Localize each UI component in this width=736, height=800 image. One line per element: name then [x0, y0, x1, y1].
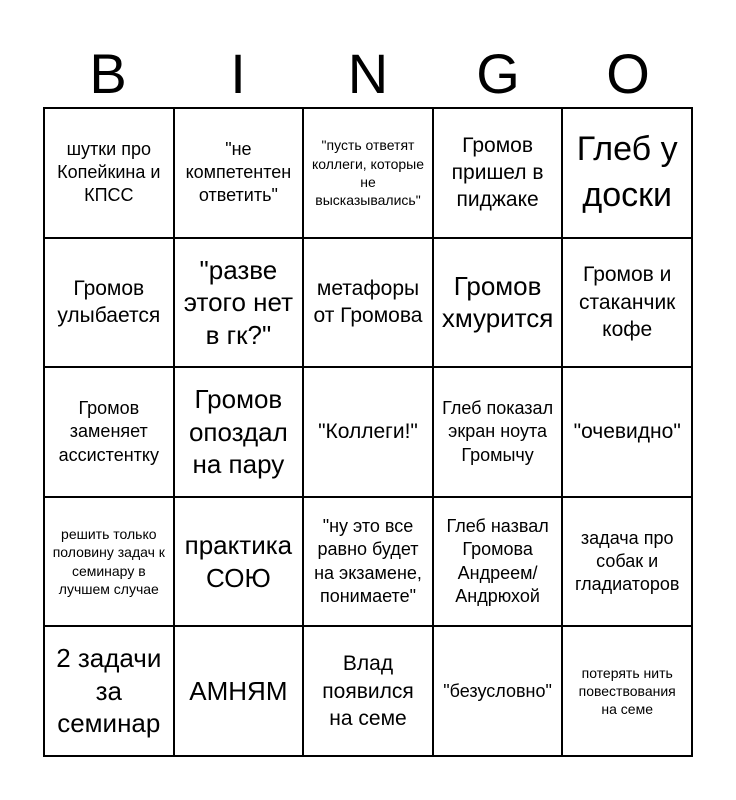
bingo-cell[interactable]: [433, 497, 563, 627]
bingo-cell[interactable]: [303, 108, 433, 238]
header-letter-n: N: [347, 42, 389, 105]
bingo-cell[interactable]: [562, 497, 692, 627]
bingo-cell[interactable]: [303, 626, 433, 756]
cell-text: метафоры от Громова: [313, 277, 423, 328]
cell-text: шутки про Копейкина и КПСС: [57, 138, 161, 206]
cell-text: Глеб у доски: [576, 129, 678, 214]
header-letter-b: B: [89, 42, 127, 105]
cell-text: 2 задачи за семинар: [56, 643, 162, 739]
cell-text: потерять нить повествования на семе: [578, 664, 676, 718]
bingo-cell[interactable]: [303, 238, 433, 368]
cell-text: "ну это все равно будет на экзамене, понимаете": [314, 515, 422, 606]
bingo-cell[interactable]: [44, 497, 174, 627]
bingo-cell[interactable]: [433, 108, 563, 238]
cell-text: "разве этого нет в гк?": [183, 254, 293, 350]
bingo-cell[interactable]: [44, 238, 174, 368]
bingo-cell[interactable]: [303, 497, 433, 627]
cell-text: Влад появился на семе: [322, 652, 414, 730]
bingo-cell[interactable]: [44, 626, 174, 756]
cell-text: Глеб назвал Громова Андреем/ Андрюхой: [446, 515, 549, 606]
header-letter-o: O: [606, 42, 650, 105]
cell-text: "Коллеги!": [318, 420, 418, 444]
cell-text: Громов заменяет ассистентку: [58, 397, 159, 465]
cell-text: Громов улыбается: [57, 277, 161, 328]
bingo-cell[interactable]: [562, 367, 692, 497]
cell-text: Громов и стаканчик кофе: [579, 263, 676, 342]
cell-text: "не компетентен ответить": [185, 138, 292, 206]
bingo-cell[interactable]: [174, 626, 304, 756]
cell-text: АМНЯМ: [189, 675, 288, 706]
cell-text: "очевидно": [573, 420, 681, 444]
bingo-cell[interactable]: [44, 367, 174, 497]
cell-text: решить только половину задач к семинару в лучшем случае: [52, 526, 165, 597]
cell-text: Громов хмурится: [441, 270, 554, 334]
bingo-cell[interactable]: [433, 367, 563, 497]
bingo-cell[interactable]: [433, 626, 563, 756]
cell-text: практика СОЮ: [184, 530, 293, 593]
bingo-cell[interactable]: [174, 108, 304, 238]
bingo-cell[interactable]: [562, 626, 692, 756]
bingo-board: [43, 107, 693, 757]
bingo-cell[interactable]: [562, 238, 692, 368]
bingo-cell[interactable]: [174, 367, 304, 497]
bingo-cell[interactable]: [44, 108, 174, 238]
header-letter-i: I: [230, 42, 246, 105]
bingo-cell[interactable]: [174, 238, 304, 368]
header-letter-g: G: [476, 42, 520, 105]
bingo-header: [43, 42, 693, 106]
cell-text: задача про собак и гладиаторов: [574, 527, 680, 595]
cell-text: Громов опоздал на пару: [188, 384, 288, 480]
bingo-cell[interactable]: [433, 238, 563, 368]
bingo-cell[interactable]: [303, 367, 433, 497]
cell-text: Громов пришел в пиджаке: [451, 133, 544, 212]
cell-text: Глеб показал экран ноута Громычу: [442, 397, 554, 465]
cell-text: "пусть ответят коллеги, которые не высказывались": [311, 137, 424, 208]
bingo-cell[interactable]: [174, 497, 304, 627]
cell-text: "безусловно": [443, 680, 552, 701]
bingo-cell[interactable]: [562, 108, 692, 238]
